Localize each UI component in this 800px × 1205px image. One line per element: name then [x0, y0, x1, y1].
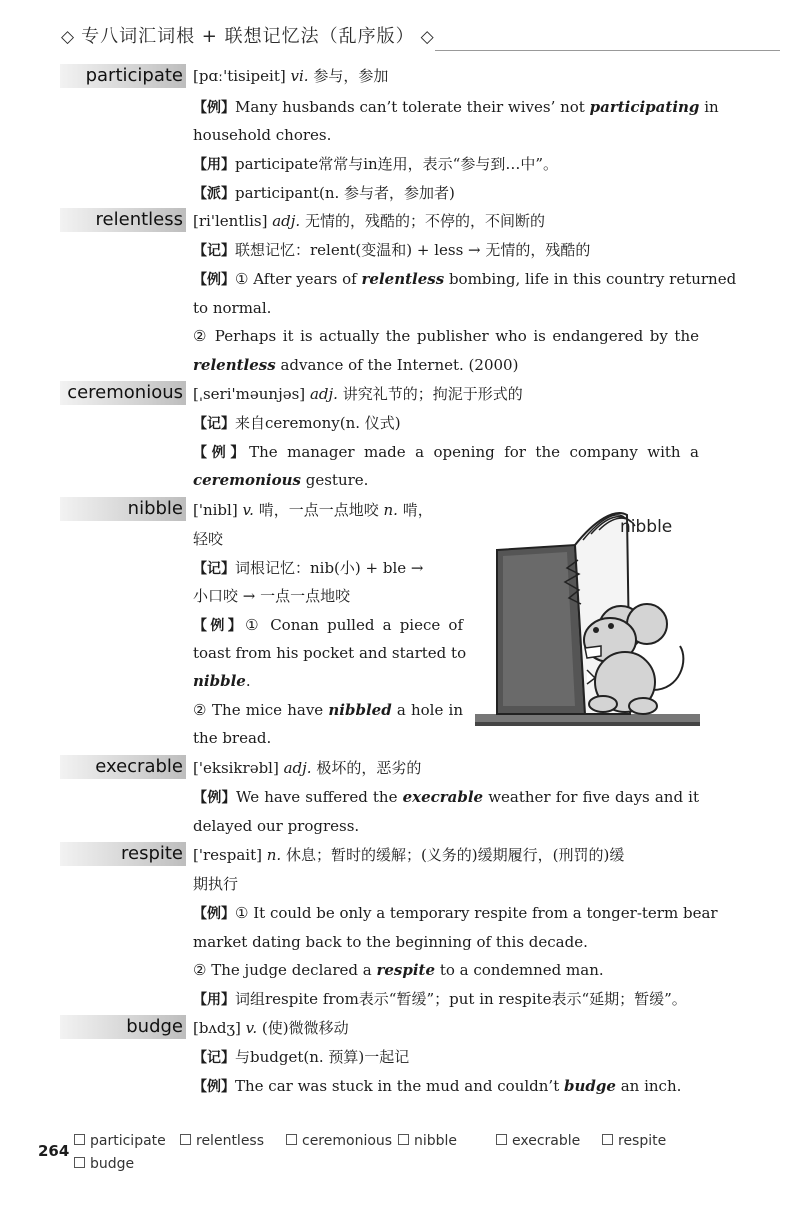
definition-line: 期执行 [193, 875, 239, 893]
example-text: bombing, life in this country returned [448, 270, 737, 288]
usage-tag: 【用】 [193, 157, 235, 173]
part-of-speech: vi. [290, 67, 309, 85]
checklist-item-execrable[interactable] [496, 1133, 580, 1149]
keyword: ceremonious [193, 471, 301, 489]
definition-line [193, 207, 545, 235]
example-line [193, 899, 718, 928]
memory-line [193, 236, 590, 265]
definition-line [193, 1014, 349, 1042]
meaning: 休息；暂时的缓解；(义务的)缓期履行，(刑罚的)缓 [285, 846, 625, 864]
checklist-item-relentless[interactable] [180, 1133, 264, 1149]
example-tag: 【例】 [193, 272, 235, 288]
example-line [193, 956, 604, 984]
diamond-icon: ◇ [420, 27, 435, 47]
memory-line [193, 554, 423, 583]
example-line [193, 1072, 681, 1101]
part-of-speech: adj. [272, 212, 301, 230]
example-line [193, 611, 463, 640]
definition-line [193, 841, 624, 869]
example-tag: 【例】 [193, 790, 237, 806]
example-text: advance of the Internet. (2000) [280, 356, 519, 374]
meaning: 啃， [402, 501, 433, 519]
headword-bar [60, 497, 186, 521]
example-line [193, 93, 719, 122]
headword-bar [60, 208, 186, 232]
headword-bar [60, 755, 186, 779]
phonetic: [pɑː'tisipeit] [193, 67, 286, 85]
phonetic: ['eksikrəbl] [193, 759, 279, 777]
phonetic: [ˌseri'məunjəs] [193, 385, 306, 403]
memory-tag: 【记】 [193, 243, 235, 259]
derivative-tag: 【派】 [193, 186, 235, 202]
phonetic: [bʌdʒ] [193, 1019, 241, 1037]
definition-line: 轻咬 [193, 530, 224, 548]
example-line: delayed our progress. [193, 817, 360, 835]
example-text: weather for five days and it [488, 788, 699, 806]
memory-tag: 【记】 [193, 561, 235, 577]
meaning: 无情的，残酷的；不停的，不间断的 [304, 212, 545, 230]
headword: respite [120, 843, 183, 864]
memory-line: 小口咬 → 一点一点地咬 [193, 587, 351, 605]
example-tag: 【例】 [193, 618, 246, 634]
illustration-shelf-edge [475, 722, 700, 726]
running-header [55, 22, 780, 52]
headword: ceremonious [67, 382, 183, 403]
usage-tag: 【用】 [193, 992, 235, 1008]
example-number: ① [235, 270, 249, 288]
meaning: 参与，参加 [313, 67, 389, 85]
example-line: the bread. [193, 729, 272, 747]
example-line: toast from his pocket and started to [193, 644, 467, 662]
definition-line [193, 380, 523, 408]
memory-text: 联想记忆：relent(变温和) + less → 无情的，残酷的 [235, 241, 591, 259]
checkbox-icon[interactable] [602, 1134, 613, 1145]
part-of-speech: adj. [283, 759, 312, 777]
meaning: 讲究礼节的；拘泥于形式的 [342, 385, 523, 403]
memory-text: 来自ceremony(n. 仪式) [235, 414, 401, 432]
example-tag: 【例】 [193, 445, 250, 461]
checklist-item-respite[interactable] [602, 1133, 666, 1149]
keyword: nibble [193, 672, 246, 690]
example-text: Perhaps it is actually the publisher who is endangered by the [214, 327, 699, 345]
usage-line [193, 985, 687, 1014]
phonetic: ['nibl] [193, 501, 238, 519]
example-line: to normal. [193, 299, 272, 317]
example-line [193, 265, 737, 294]
checklist-label: budge [90, 1156, 135, 1172]
memory-text: 与budget(n. 预算)一起记 [235, 1048, 410, 1066]
part-of-speech: n. [383, 501, 398, 519]
example-number: ② [193, 327, 209, 345]
definition-line [193, 754, 421, 782]
headword-bar [60, 381, 186, 405]
example-tag: 【例】 [193, 1079, 235, 1095]
keyword: respite [376, 961, 436, 979]
meaning: 啃，一点一点地咬 [258, 501, 379, 519]
page-number: 264 [38, 1142, 70, 1160]
example-line [193, 351, 518, 379]
header-title-row [55, 22, 441, 48]
headword: execrable [95, 756, 183, 777]
example-number: ② [193, 961, 207, 979]
nibble-illustration [475, 500, 700, 732]
keyword: nibbled [328, 701, 392, 719]
keyword: participating [589, 98, 700, 116]
checklist-label: relentless [196, 1133, 265, 1149]
memory-line [193, 1043, 409, 1072]
meaning: 极坏的，恶劣的 [316, 759, 422, 777]
checkbox-icon[interactable] [74, 1134, 85, 1145]
diamond-icon: ◇ [61, 27, 76, 47]
memory-tag: 【记】 [193, 416, 235, 432]
example-line [193, 322, 699, 350]
headword-bar [60, 1015, 186, 1039]
checklist-item-participate[interactable] [74, 1133, 166, 1149]
memory-text: 词根记忆：nib(小) + ble → [235, 559, 424, 577]
illustration-label: nibble [620, 517, 673, 537]
headword-bar [60, 64, 186, 88]
example-text: We have suffered the [236, 788, 398, 806]
phonetic: ['respait] [193, 846, 262, 864]
derivative-text: participant(n. 参与者，参加者) [235, 184, 455, 202]
headword: participate [85, 65, 183, 86]
example-text: an inch. [620, 1077, 682, 1095]
example-line [193, 696, 463, 724]
checklist-label: execrable [512, 1133, 581, 1149]
usage-text: participate常常与in连用，表示“参与到…中”。 [235, 155, 558, 173]
header-title: 专八词汇词根 + 联想记忆法（乱序版） [81, 26, 415, 47]
definition-line [193, 62, 388, 90]
usage-text: 词组respite from表示“暂缓”；put in respite表示“延期；暂缓”。 [235, 990, 687, 1008]
checkbox-icon[interactable] [286, 1134, 297, 1145]
checkbox-icon[interactable] [496, 1134, 507, 1145]
example-number: ② [193, 701, 207, 719]
checklist-item-ceremonious[interactable] [286, 1133, 392, 1149]
example-line [193, 783, 699, 812]
memory-tag: 【记】 [193, 1050, 235, 1066]
example-text: Conan pulled a piece of [270, 616, 464, 634]
example-line: household chores. [193, 126, 332, 144]
keyword: execrable [402, 788, 484, 806]
derivative-line [193, 179, 455, 208]
checkbox-icon[interactable] [180, 1134, 191, 1145]
part-of-speech: n. [266, 846, 282, 864]
checklist-item-budge[interactable] [74, 1156, 134, 1172]
part-of-speech: v. [242, 501, 254, 519]
example-text: a hole in [396, 701, 463, 719]
example-text: The car was stuck in the mud and couldn’t [235, 1077, 560, 1095]
example-text: in [704, 98, 719, 116]
header-rule [435, 50, 780, 51]
example-text: The judge declared a [211, 961, 372, 979]
example-line [193, 667, 251, 695]
phonetic: [ri'lentlis] [193, 212, 268, 230]
definition-line [193, 496, 433, 524]
example-text: Many husbands can’t tolerate their wives’ not [235, 98, 585, 116]
punctuation: . [245, 672, 251, 690]
mouse-icon [584, 604, 683, 714]
headword-bar [60, 842, 186, 866]
example-tag: 【例】 [193, 100, 235, 116]
example-number: ① [245, 616, 263, 634]
example-number: ① [235, 904, 249, 922]
example-text: The manager made a opening for the company with a [249, 443, 699, 461]
headword: relentless [95, 209, 183, 230]
example-tag: 【例】 [193, 906, 235, 922]
part-of-speech: adj. [309, 385, 338, 403]
keyword: relentless [361, 270, 445, 288]
example-text: to a condemned man. [439, 961, 604, 979]
keyword: relentless [193, 356, 276, 374]
checkbox-icon[interactable] [398, 1134, 409, 1145]
usage-line [193, 150, 558, 179]
example-text: gesture. [305, 471, 369, 489]
checklist-item-nibble[interactable] [398, 1133, 457, 1149]
example-line: market dating back to the beginning of this decade. [193, 933, 588, 951]
memory-line [193, 409, 401, 438]
checkbox-icon[interactable] [74, 1157, 85, 1168]
part-of-speech: v. [245, 1019, 258, 1037]
example-line [193, 466, 368, 494]
keyword: budge [564, 1077, 616, 1095]
checklist-label: participate [90, 1133, 166, 1149]
example-line [193, 438, 699, 467]
example-text: The mice have [212, 701, 324, 719]
checklist-label: nibble [414, 1133, 458, 1149]
headword: budge [126, 1016, 183, 1037]
headword: nibble [127, 498, 183, 519]
example-text: After years of [253, 270, 357, 288]
checklist-label: respite [618, 1133, 667, 1149]
checklist-label: ceremonious [302, 1133, 393, 1149]
example-text: It could be only a temporary respite from a tonger-term bear [253, 904, 718, 922]
meaning: (使)微微移动 [261, 1019, 349, 1037]
